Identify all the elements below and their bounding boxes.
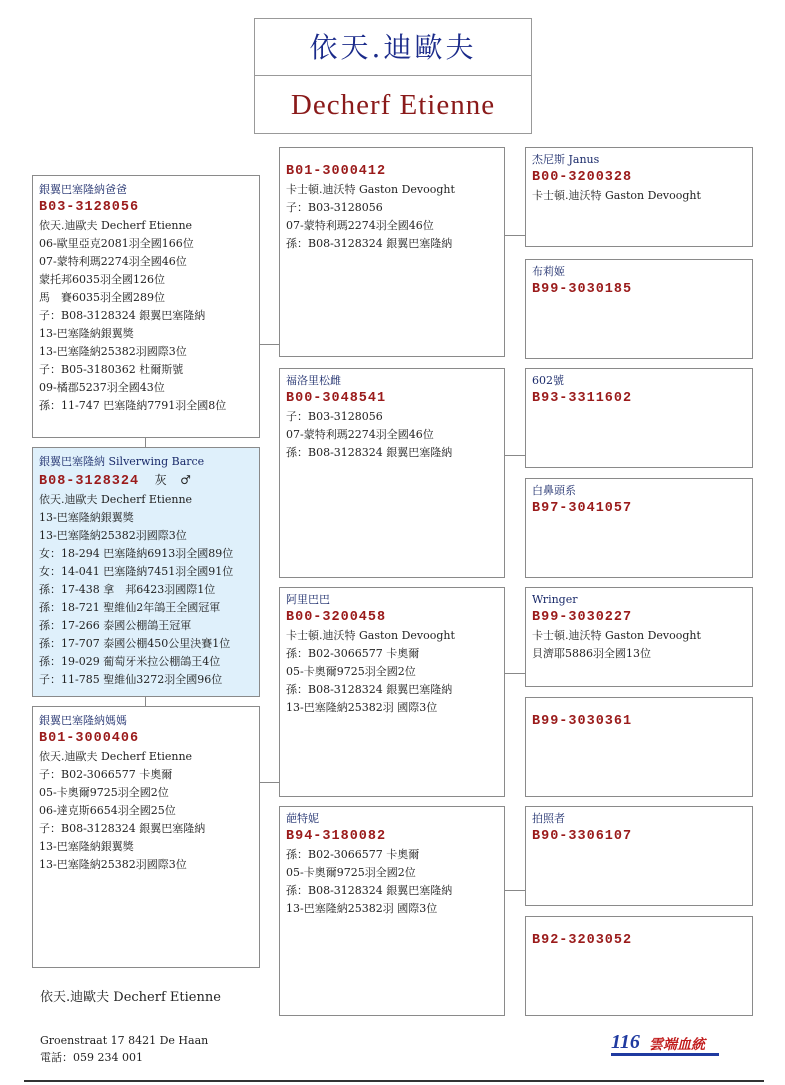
pedigree-line: 孫：17-438 拿 邦6423羽國際1位: [39, 583, 216, 596]
pedigree-line: 孫：B08-3128324 銀翼巴塞隆納: [286, 446, 453, 459]
bird-name: 杰尼斯 Janus: [532, 153, 600, 166]
pedigree-line: 依天.迪歐夫 Decherf Etienne: [39, 750, 193, 763]
ring-number: B00-3200458: [286, 610, 387, 625]
pedigree-line: 女：14-041 巴塞隆納7451羽全國91位: [39, 565, 234, 578]
bird-name: 葩特妮: [286, 812, 319, 825]
pedigree-line: 13-巴塞隆納25382羽 國際3位: [286, 902, 438, 915]
pedigree-line: 13-巴塞隆納銀翼獎: [39, 511, 134, 524]
great-grandparent-card[interactable]: [525, 259, 753, 359]
pedigree-line: 孫：B02-3066577 卡奧爾: [286, 647, 420, 660]
grandparent-card[interactable]: [279, 368, 505, 578]
ring-number: B03-3128056: [39, 200, 140, 215]
connector-line: [145, 437, 146, 447]
bird-name: 布莉姬: [532, 265, 565, 278]
grandparent-card[interactable]: [279, 806, 505, 1016]
pedigree-line: 蒙托邦6035羽全國126位: [39, 273, 165, 286]
owner-contact: [40, 1032, 208, 1066]
pedigree-line: 05-卡奧爾9725羽全國2位: [286, 866, 416, 879]
connector-line: [504, 673, 525, 674]
sire-card[interactable]: [32, 175, 260, 438]
great-grandparent-card[interactable]: [525, 697, 753, 797]
pedigree-line: 05-卡奧爾9725羽全國2位: [286, 665, 416, 678]
brand-logo[interactable]: [611, 1031, 721, 1057]
pedigree-line: 13-巴塞隆納25382羽 國際3位: [286, 701, 438, 714]
bird-name: 銀翼巴塞隆納 Silverwing Barce: [39, 455, 205, 468]
great-grandparent-card[interactable]: [525, 806, 753, 906]
great-grandparent-card[interactable]: [525, 478, 753, 578]
pedigree-line: 13-巴塞隆納25382羽國際3位: [39, 345, 187, 358]
subject-ring-row: [39, 471, 253, 491]
pedigree-line: 07-蒙特利瑪2274羽全國46位: [39, 255, 187, 268]
connector-line: [145, 696, 146, 706]
pedigree-line: 孫：11-747 巴塞隆納7791羽全國8位: [39, 399, 227, 412]
title-chinese: 依天.迪歐夫: [255, 19, 531, 76]
pedigree-line: 孫：B08-3128324 銀翼巴塞隆納: [286, 884, 453, 897]
bird-name: 銀翼巴塞隆納媽媽: [39, 714, 127, 727]
subject-card[interactable]: [32, 447, 260, 697]
pedigree-line: 子：11-785 聖維仙3272羽全國96位: [39, 673, 223, 686]
title-box: [254, 18, 532, 134]
color-label: 灰: [154, 473, 167, 487]
pedigree-line: 06-達克斯6654羽全國25位: [39, 804, 176, 817]
ring-number: B97-3041057: [532, 501, 633, 516]
ring-number: B99-3030361: [532, 714, 633, 729]
pedigree-line: 子：B05-3180362 杜爾斯號: [39, 363, 184, 376]
connector-line: [504, 455, 525, 456]
pedigree-line: 卡士頓.迪沃特 Gaston Devooght: [532, 629, 701, 642]
bird-name: 拍照者: [532, 812, 565, 825]
ring-number: B94-3180082: [286, 829, 387, 844]
logo-number: 116: [611, 1031, 640, 1053]
pedigree-line: 06-歐里亞克2081羽全國166位: [39, 237, 194, 250]
pedigree-line: 女：18-294 巴塞隆納6913羽全國89位: [39, 547, 234, 560]
pedigree-line: 05-卡奧爾9725羽全國2位: [39, 786, 169, 799]
pedigree-line: 卡士頓.迪沃特 Gaston Devooght: [286, 183, 455, 196]
footer-divider: [24, 1080, 764, 1082]
bird-name: 阿里巴巴: [286, 593, 330, 606]
connector-line: [259, 344, 280, 345]
phone: 電話：059 234 001: [40, 1051, 143, 1064]
sex-icon: ♂: [180, 473, 191, 487]
bird-name: 白鼻頭系: [532, 484, 576, 497]
pedigree-line: 孫：B08-3128324 銀翼巴塞隆納: [286, 683, 453, 696]
pedigree-line: 子：B02-3066577 卡奧爾: [39, 768, 173, 781]
pedigree-line: 13-巴塞隆納25382羽國際3位: [39, 529, 187, 542]
pedigree-line: 子：B08-3128324 銀翼巴塞隆納: [39, 822, 206, 835]
grandparent-card[interactable]: [279, 147, 505, 357]
ring-number: B93-3311602: [532, 391, 633, 406]
ring-number: B01-3000406: [39, 731, 140, 746]
great-grandparent-card[interactable]: [525, 916, 753, 1016]
pedigree-line: 13-巴塞隆納25382羽國際3位: [39, 858, 187, 871]
pedigree-line: 卡士頓.迪沃特 Gaston Devooght: [286, 629, 455, 642]
owner-name: 依天.迪歐夫 Decherf Etienne: [40, 990, 221, 1005]
bird-name: 福洛里松雌: [286, 374, 341, 387]
pedigree-line: 07-蒙特利瑪2274羽全國46位: [286, 219, 434, 232]
ring-number: B00-3200328: [532, 170, 633, 185]
pedigree-line: 子：B03-3128056: [286, 410, 383, 423]
ring-number: B01-3000412: [286, 164, 387, 179]
bird-name: Wringer: [532, 593, 578, 606]
pedigree-line: 13-巴塞隆納銀翼獎: [39, 327, 134, 340]
pedigree-line: 孫：17-707 泰國公棚450公里決賽1位: [39, 637, 231, 650]
bird-name: 602號: [532, 374, 564, 387]
connector-line: [259, 782, 280, 783]
pedigree-line: 卡士頓.迪沃特 Gaston Devooght: [532, 189, 701, 202]
connector-line: [504, 890, 525, 891]
ring-number: B99-3030185: [532, 282, 633, 297]
connector-line: [504, 235, 525, 236]
pedigree-line: 孫：B02-3066577 卡奧爾: [286, 848, 420, 861]
logo-underline: [611, 1053, 719, 1056]
pedigree-line: 孫：19-029 葡萄牙米拉公棚鴿王4位: [39, 655, 221, 668]
bird-name: 銀翼巴塞隆納爸爸: [39, 183, 127, 196]
pedigree-line: 孫：B08-3128324 銀翼巴塞隆納: [286, 237, 453, 250]
pedigree-line: 13-巴塞隆納銀翼獎: [39, 840, 134, 853]
pedigree-line: 子：B08-3128324 銀翼巴塞隆納: [39, 309, 206, 322]
ring-number: B90-3306107: [532, 829, 633, 844]
ring-number: B00-3048541: [286, 391, 387, 406]
logo-text: 雲端血統: [649, 1037, 705, 1053]
pedigree-line: 孫：17-266 泰國公棚鴿王冠軍: [39, 619, 192, 632]
pedigree-line: 馬 賽6035羽全國289位: [39, 291, 165, 304]
pedigree-line: 依天.迪歐夫 Decherf Etienne: [39, 219, 193, 232]
ring-number: B99-3030227: [532, 610, 633, 625]
ring-number: B08-3128324: [39, 474, 140, 489]
pedigree-line: 子：B03-3128056: [286, 201, 383, 214]
pedigree-line: 09-橘郡5237羽全國43位: [39, 381, 165, 394]
great-grandparent-card[interactable]: [525, 587, 753, 687]
dam-card[interactable]: [32, 706, 260, 968]
great-grandparent-card[interactable]: [525, 147, 753, 247]
ring-number: B92-3203052: [532, 933, 633, 948]
address: Groenstraat 17 8421 De Haan: [40, 1034, 209, 1047]
grandparent-card[interactable]: [279, 587, 505, 797]
pedigree-line: 孫：18-721 聖維仙2年鴿王全國冠軍: [39, 601, 221, 614]
pedigree-line: 依天.迪歐夫 Decherf Etienne: [39, 493, 193, 506]
title-english: Decherf Etienne: [290, 89, 496, 121]
pedigree-line: 07-蒙特利瑪2274羽全國46位: [286, 428, 434, 441]
pedigree-line: 貝濟耶5886羽全國13位: [532, 647, 651, 660]
great-grandparent-card[interactable]: [525, 368, 753, 468]
